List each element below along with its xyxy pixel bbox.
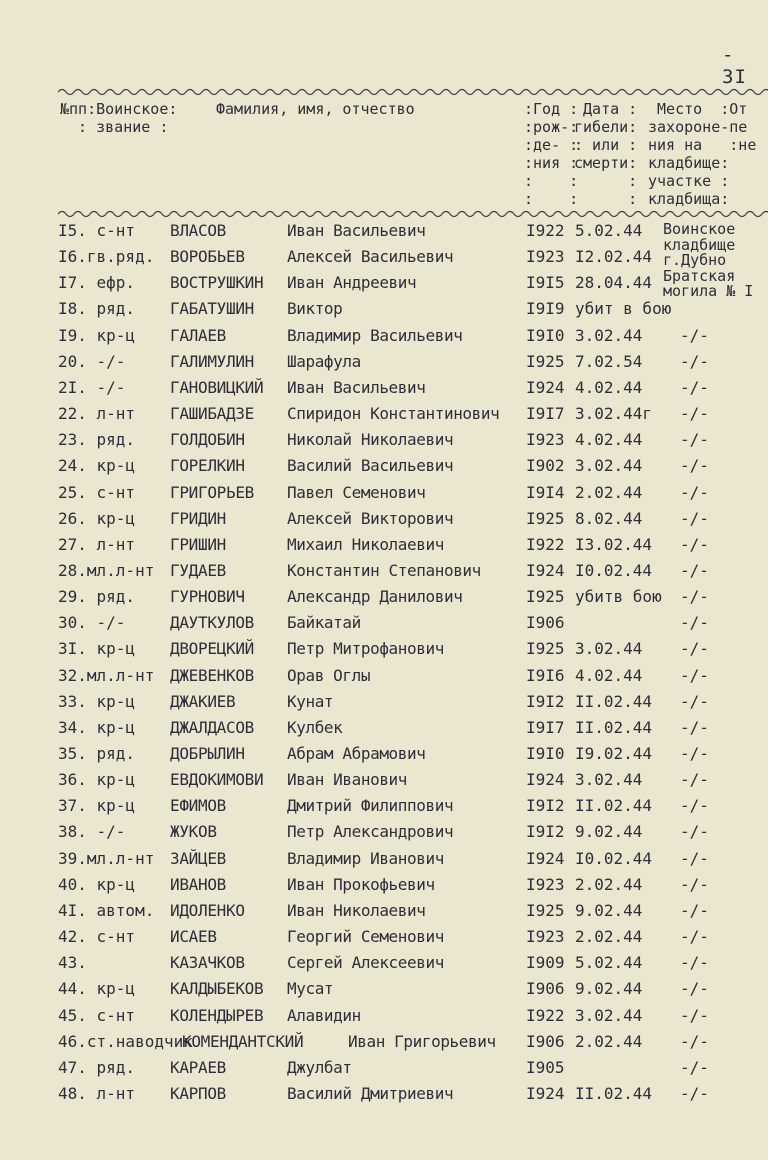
given-name-patronymic: Байкатай [287, 613, 361, 633]
surname: ГАШИБАДЗЕ [170, 404, 254, 424]
death-date: 2.02.44 [575, 927, 643, 947]
burial-place: -/- [680, 508, 709, 528]
list-item [0, 741, 768, 767]
list-item [0, 793, 768, 819]
death-date: 2.02.44 [575, 482, 643, 502]
birth-year: I924 [526, 770, 565, 790]
birth-year: I9I6 [526, 665, 565, 685]
surname: ВОРОБЬЕВ [170, 247, 245, 267]
given-name-patronymic: Михаил Николаевич [287, 534, 444, 554]
list-item [0, 270, 768, 296]
list-item [0, 715, 768, 741]
death-date: 4.02.44 [575, 377, 643, 397]
birth-year: I9I0 [526, 325, 565, 345]
birth-year: I906 [526, 979, 565, 999]
given-name-patronymic: Владимир Васильевич [287, 325, 463, 345]
list-item [0, 872, 768, 898]
birth-year: I922 [526, 221, 565, 240]
list-item [0, 636, 768, 662]
given-name-patronymic: Абрам Абрамович [287, 744, 426, 763]
birth-year: I924 [526, 560, 565, 580]
burial-place: -/- [680, 377, 709, 397]
given-name-patronymic: Петр Александрович [287, 822, 454, 842]
list-item [0, 532, 768, 558]
list-item [0, 819, 768, 845]
death-date: I2.02.44 [575, 247, 653, 267]
list-item [0, 244, 768, 270]
given-name-patronymic: Сергей Алексеевич [287, 953, 444, 973]
death-date: 5.02.44 [575, 953, 643, 973]
given-name-patronymic: Павел Семенович [287, 482, 426, 502]
given-name-patronymic: Шарафула [287, 351, 361, 371]
burial-place: -/- [680, 717, 709, 737]
surname: ДАУТКУЛОВ [170, 613, 254, 633]
death-date: II.02.44 [575, 691, 653, 711]
given-name-patronymic: Василий Васильевич [287, 456, 454, 476]
header-death-date: Дата : гибели: : или : смерти: : : [574, 100, 638, 208]
death-date: I0.02.44 [575, 848, 653, 868]
row-number-rank: 34. кр-ц [58, 717, 136, 737]
burial-place: -/- [680, 482, 709, 502]
burial-place: -/- [680, 1083, 709, 1103]
row-number-rank: 25. с-нт [58, 482, 136, 502]
given-name-patronymic: Георгий Семенович [287, 927, 444, 947]
surname: ГРИДИН [170, 508, 226, 528]
surname: ЗАЙЦЕВ [170, 848, 226, 868]
row-number-rank: I7. ефр. [58, 273, 136, 293]
death-date: 9.02.44 [575, 822, 643, 842]
surname: КАРПОВ [170, 1083, 226, 1103]
burial-place: -/- [680, 874, 709, 894]
surname: КАРАЕВ [170, 1057, 226, 1077]
header-top-rule [58, 86, 768, 98]
burial-place: -/- [680, 534, 709, 554]
death-date: 7.02.54 [575, 351, 643, 371]
list-item [0, 1055, 768, 1081]
row-number-rank: 32.мл.л-нт [58, 665, 155, 685]
surname: ГАНОВИЦКИЙ [170, 377, 264, 397]
burial-place: -/- [680, 639, 709, 659]
birth-year: I925 [526, 639, 565, 659]
birth-year: I9I7 [526, 717, 565, 737]
row-number-rank: I6.гв.ряд. [58, 247, 155, 267]
death-date: I9.02.44 [575, 744, 653, 763]
given-name-patronymic: Александр Данилович [287, 587, 463, 607]
surname: ГУРНОВИЧ [170, 587, 245, 607]
burial-place: -/- [680, 1057, 709, 1077]
list-item [0, 950, 768, 976]
birth-year: I925 [526, 587, 565, 607]
death-date: 4.02.44 [575, 430, 643, 450]
list-item [0, 558, 768, 584]
row-number-rank: 38. -/- [58, 822, 126, 842]
birth-year: I9I2 [526, 691, 565, 711]
list-item [0, 767, 768, 793]
birth-year: I923 [526, 927, 565, 947]
list-item [0, 1081, 768, 1107]
birth-year: I906 [526, 613, 565, 633]
row-number-rank: 48. л-нт [58, 1083, 136, 1103]
row-number-rank: 36. кр-ц [58, 770, 136, 790]
page-number: - 3I [722, 44, 747, 88]
death-date: 5.02.44 [575, 221, 643, 240]
given-name-patronymic: Иван Григорьевич [348, 1031, 496, 1051]
death-date: I3.02.44 [575, 534, 653, 554]
given-name-patronymic: Дмитрий Филиппович [287, 796, 454, 816]
death-date: II.02.44 [575, 796, 653, 816]
birth-year: I909 [526, 953, 565, 973]
row-number-rank: 29. ряд. [58, 587, 136, 607]
death-date: убитв бою [575, 587, 662, 607]
list-item [0, 610, 768, 636]
birth-year: I905 [526, 1057, 565, 1077]
row-number-rank: 26. кр-ц [58, 508, 136, 528]
given-name-patronymic: Петр Митрофанович [287, 639, 444, 659]
burial-place: -/- [680, 665, 709, 685]
list-item [0, 1003, 768, 1029]
surname: ДЖЕВЕНКОВ [170, 665, 254, 685]
list-item [0, 296, 768, 322]
list-item [0, 1029, 768, 1055]
given-name-patronymic: Николай Николаевич [287, 430, 454, 450]
row-number-rank: 20. -/- [58, 351, 126, 371]
surname: КОЛЕНДЫРЕВ [170, 1005, 264, 1025]
birth-year: I9I9 [526, 299, 565, 319]
given-name-patronymic: Виктор [287, 299, 343, 319]
given-name-patronymic: Владимир Иванович [287, 848, 444, 868]
given-name-patronymic: Иван Васильевич [287, 377, 426, 397]
surname: ГОЛДОБИН [170, 430, 245, 450]
birth-year: I924 [526, 1083, 565, 1103]
death-date: 9.02.44 [575, 900, 643, 920]
birth-year: I923 [526, 247, 565, 267]
given-name-patronymic: Иван Иванович [287, 770, 408, 790]
birth-year: I9I2 [526, 822, 565, 842]
burial-place: -/- [680, 1031, 709, 1051]
surname: ГАБАТУШИН [170, 299, 254, 319]
header-birth-year: :Год : :рож-: :де- : :ния : : : : : [524, 100, 579, 208]
list-item [0, 663, 768, 689]
birth-year: I922 [526, 1005, 565, 1025]
death-date: 3.02.44 [575, 325, 643, 345]
birth-year: I925 [526, 351, 565, 371]
burial-place: -/- [680, 404, 709, 424]
birth-year: I925 [526, 900, 565, 920]
surname: КАЛДЫБЕКОВ [170, 979, 264, 999]
row-number-rank: 27. л-нт [58, 534, 136, 554]
given-name-patronymic: Василий Дмитриевич [287, 1083, 454, 1103]
header-burial-place: Место :От захороне-пе ния на :не кладбище: участке : кладбища: [648, 100, 757, 208]
birth-year: I923 [526, 874, 565, 894]
burial-place: -/- [680, 770, 709, 790]
list-item [0, 401, 768, 427]
death-date: 3.02.44 [575, 770, 643, 790]
birth-year: I925 [526, 508, 565, 528]
given-name-patronymic: Джулбат [287, 1057, 352, 1077]
surname: ГРИГОРЬЕВ [170, 482, 254, 502]
burial-place: -/- [680, 953, 709, 973]
surname: ИСАЕВ [170, 927, 217, 947]
surname: ГРИШИН [170, 534, 226, 554]
list-item [0, 689, 768, 715]
given-name-patronymic: Иван Андреевич [287, 273, 417, 293]
death-date: 4.02.44 [575, 665, 643, 685]
birth-year: I924 [526, 377, 565, 397]
burial-place-note: Воинское кладбище г.Дубно Братская могила № I [663, 220, 754, 300]
burial-place: -/- [680, 587, 709, 607]
burial-place: -/- [680, 560, 709, 580]
given-name-patronymic: Иван Прокофьевич [287, 874, 435, 894]
given-name-patronymic: Кулбек [287, 717, 343, 737]
death-date: 3.02.44 [575, 456, 643, 476]
row-number-rank: 40. кр-ц [58, 874, 136, 894]
list-item [0, 453, 768, 479]
list-item [0, 349, 768, 375]
burial-place: -/- [680, 927, 709, 947]
burial-place: -/- [680, 1005, 709, 1025]
list-item [0, 375, 768, 401]
row-number-rank: 45. с-нт [58, 1005, 136, 1025]
list-item [0, 480, 768, 506]
burial-place: -/- [680, 796, 709, 816]
row-number-rank: 39.мл.л-нт [58, 848, 155, 868]
list-item [0, 846, 768, 872]
death-date: 9.02.44 [575, 979, 643, 999]
row-number-rank: 43. [58, 953, 87, 973]
birth-year: I9I7 [526, 404, 565, 424]
death-date: 2.02.44 [575, 874, 643, 894]
birth-year: I9I2 [526, 796, 565, 816]
given-name-patronymic: Алексей Васильевич [287, 247, 454, 267]
list-item [0, 218, 768, 244]
death-date: II.02.44 [575, 717, 653, 737]
given-name-patronymic: Иван Николаевич [287, 900, 426, 920]
surname: ГАЛАЕВ [170, 325, 226, 345]
list-item [0, 898, 768, 924]
header-no-rank: №пп:Воинское: : звание : [60, 100, 178, 136]
given-name-patronymic: Иван Васильевич [287, 221, 426, 240]
burial-place: -/- [680, 822, 709, 842]
surname: ДВОРЕЦКИЙ [170, 639, 254, 659]
surname: ГУДАЕВ [170, 560, 226, 580]
surname: ИВАНОВ [170, 874, 226, 894]
row-number-rank: 46.ст.наводчик [58, 1031, 193, 1051]
row-number-rank: 37. кр-ц [58, 796, 136, 816]
given-name-patronymic: Алавидин [287, 1005, 361, 1025]
burial-place: -/- [680, 848, 709, 868]
surname: ИДОЛЕНКО [170, 900, 245, 920]
list-item [0, 427, 768, 453]
given-name-patronymic: Константин Степанович [287, 560, 481, 580]
row-number-rank: 30. -/- [58, 613, 126, 633]
row-number-rank: 4I. автом. [58, 900, 155, 920]
surname: ЕВДОКИМОВИ [170, 770, 264, 790]
birth-year: I9I0 [526, 744, 565, 763]
birth-year: I923 [526, 430, 565, 450]
death-date: убит в бою [575, 299, 672, 319]
row-number-rank: 3I. кр-ц [58, 639, 136, 659]
row-number-rank: 44. кр-ц [58, 979, 136, 999]
given-name-patronymic: Кунат [287, 691, 334, 711]
list-item [0, 323, 768, 349]
row-number-rank: 42. с-нт [58, 927, 136, 947]
burial-place: -/- [680, 900, 709, 920]
surname: ВОСТРУШКИН [170, 273, 264, 293]
burial-place: -/- [680, 744, 709, 763]
row-number-rank: 23. ряд. [58, 430, 136, 450]
surname: ДОБРЫЛИН [170, 744, 245, 763]
surname: ДЖАКИЕВ [170, 691, 236, 711]
row-number-rank: I8. ряд. [58, 299, 136, 319]
death-date: 3.02.44г [575, 404, 653, 424]
row-number-rank: I9. кр-ц [58, 325, 136, 345]
birth-year: I902 [526, 456, 565, 476]
surname: ЖУКОВ [170, 822, 217, 842]
row-number-rank: 33. кр-ц [58, 691, 136, 711]
surname: ГОРЕЛКИН [170, 456, 245, 476]
surname: КОМЕНДАНТСКИЙ [182, 1031, 304, 1051]
row-number-rank: 28.мл.л-нт [58, 560, 155, 580]
death-date: II.02.44 [575, 1083, 653, 1103]
birth-year: I9I5 [526, 273, 565, 293]
burial-place: -/- [680, 351, 709, 371]
death-date: 2.02.44 [575, 1031, 643, 1051]
surname: ВЛАСОВ [170, 221, 226, 240]
given-name-patronymic: Орав Оглы [287, 665, 371, 685]
list-item [0, 924, 768, 950]
list-item [0, 584, 768, 610]
given-name-patronymic: Спиридон Константинович [287, 404, 500, 424]
row-number-rank: I5. с-нт [58, 221, 136, 240]
surname: ДЖАЛДАСОВ [170, 717, 254, 737]
birth-year: I906 [526, 1031, 565, 1051]
birth-year: I922 [526, 534, 565, 554]
list-item [0, 506, 768, 532]
death-date: 28.04.44 [575, 273, 653, 293]
birth-year: I9I4 [526, 482, 565, 502]
burial-place: -/- [680, 979, 709, 999]
given-name-patronymic: Алексей Викторович [287, 508, 454, 528]
burial-place: -/- [680, 691, 709, 711]
row-number-rank: 24. кр-ц [58, 456, 136, 476]
death-date: 3.02.44 [575, 639, 643, 659]
surname: ЕФИМОВ [170, 796, 226, 816]
row-number-rank: 2I. -/- [58, 377, 126, 397]
burial-place: -/- [680, 613, 709, 633]
burial-place: -/- [680, 325, 709, 345]
header-full-name: Фамилия, имя, отчество [216, 100, 415, 118]
surname: ГАЛИМУЛИН [170, 351, 254, 371]
row-number-rank: 35. ряд. [58, 744, 136, 763]
birth-year: I924 [526, 848, 565, 868]
burial-place: -/- [680, 430, 709, 450]
given-name-patronymic: Мусат [287, 979, 334, 999]
list-item [0, 976, 768, 1002]
death-date: I0.02.44 [575, 560, 653, 580]
burial-place: -/- [680, 456, 709, 476]
row-number-rank: 22. л-нт [58, 404, 136, 424]
death-date: 3.02.44 [575, 1005, 643, 1025]
surname: КАЗАЧКОВ [170, 953, 245, 973]
death-date: 8.02.44 [575, 508, 643, 528]
row-number-rank: 47. ряд. [58, 1057, 136, 1077]
